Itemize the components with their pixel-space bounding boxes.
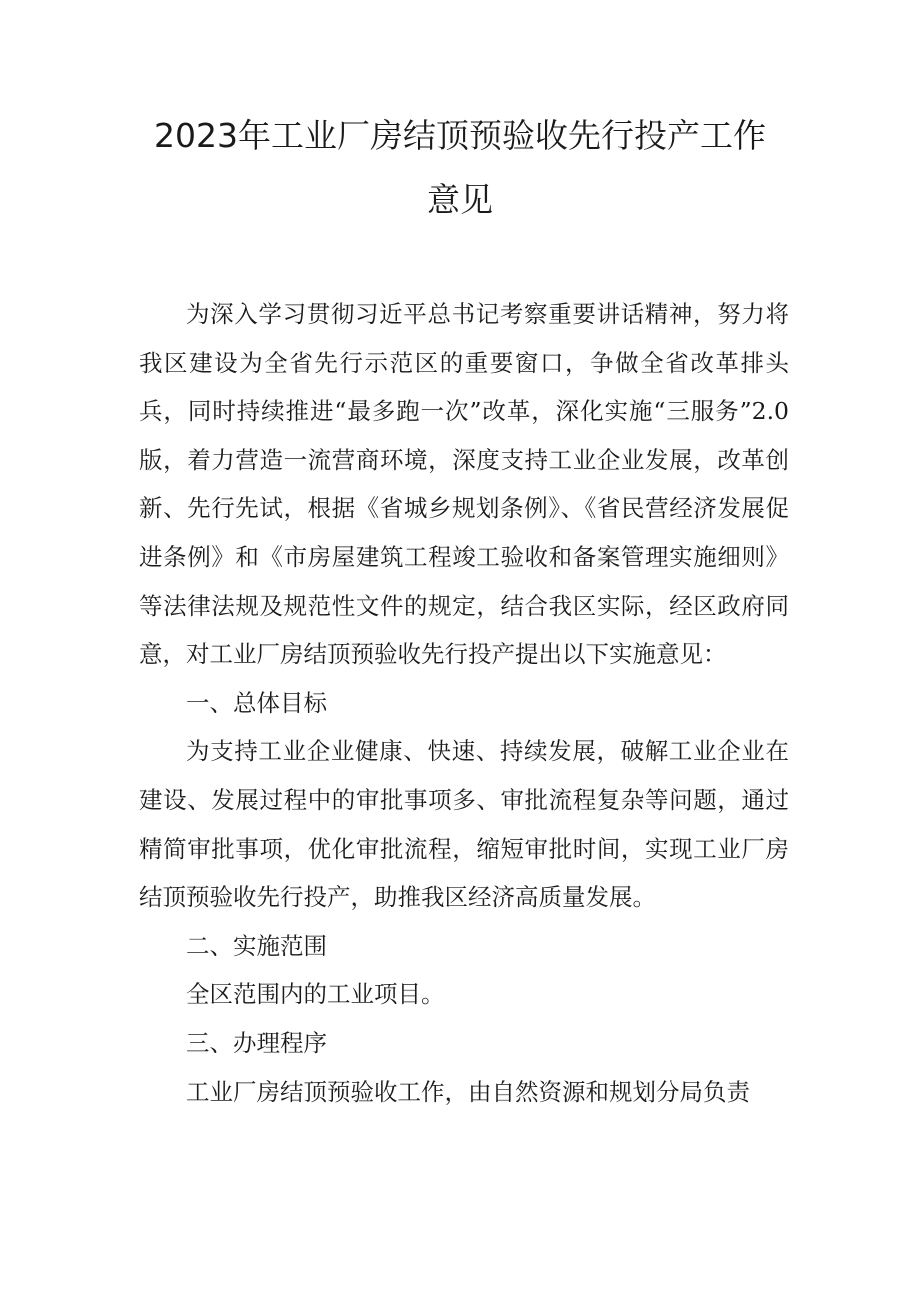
scope-paragraph: 全区范围内的工业项目。: [186, 980, 445, 1009]
document-title-line-2: 意见: [427, 180, 493, 219]
document-title-line-1: 2023年工业厂房结顶预验收先行投产工作: [154, 116, 766, 155]
goal-paragraph: 为支持工业企业健康、快速、持续发展，破解工业企业在建设、发展过程中的审批事项多、审批流程复杂等问题，通过精简审批事项，优化审批流程，缩短审批时间，实现工业厂房结顶预验收先行投产，助推我区经济高质量发展。: [139, 737, 789, 912]
intro-paragraph: 为深入学习贯彻习近平总书记考察重要讲话精神，努力将我区建设为全省先行示范区的重要窗口，争做全省改革排头兵，同时持续推进“最多跑一次”改革，深化实施“三服务”2.0版，着力营造一流营商环境，深度支持工业企业发展，改革创新、先行先试，根据《省城乡规划条例》、《省民营经济发展促进条例》和《市房屋建筑工程竣工验收和备案管理实施细则》等法律法规及规范性文件的规定，结合我区实际，经区政府同意，对工业厂房结顶预验收先行投产提出以下实施意见：: [139, 300, 789, 669]
procedure-paragraph: 工业厂房结顶预验收工作，由自然资源和规划分局负责: [186, 1077, 750, 1106]
section-heading-scope: 二、实施范围: [186, 931, 327, 960]
section-heading-procedure: 三、办理程序: [186, 1028, 327, 1057]
document-body: [139, 290, 789, 1116]
section-heading-goal: 一、总体目标: [186, 688, 327, 717]
